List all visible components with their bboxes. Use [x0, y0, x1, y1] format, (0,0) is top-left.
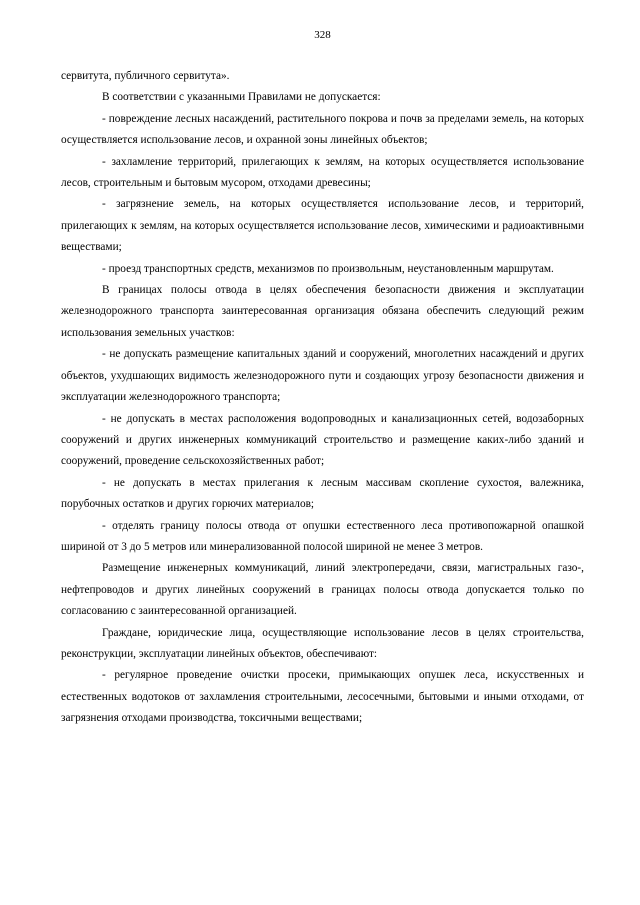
list-item: - не допускать размещение капитальных зданий и сооружений, многолетних насаждений и других объектов, ухудшающих видимость железнодорожного пути и создающих угрозу безопасности движения и эксплуатации железнодорожного транспорта;	[61, 348, 584, 404]
list-item: - захламление территорий, прилегающих к землям, на которых осуществляется использование лесов, строительным и бытовым мусором, отходами древесины;	[61, 155, 584, 190]
list-item: - загрязнение земель, на которых осуществляется использование лесов, и территорий, прилегающих к землям, на которых осуществляется использование лесов, химическими и радиоактивными веществами;	[61, 198, 584, 254]
paragraph-continuation: сервитута, публичного сервитута».	[61, 70, 230, 82]
paragraph: В соответствии с указанными Правилами не допускается:	[102, 91, 381, 104]
paragraph: Размещение инженерных коммуникаций, линий электропередачи, связи, магистральных газо-, нефтепроводов и других линейных сооружений в границах полосы отвода допускается только по согласованию с заинтересованной организацией.	[61, 562, 584, 618]
list-item: - проезд транспортных средств, механизмов по произвольным, неустановленным маршрутам.	[102, 262, 554, 275]
list-item: - отделять границу полосы отвода от опушки естественного леса противопожарной опашкой шириной от 3 до 5 метров или минерализованной полосой шириной не менее 3 метров.	[61, 519, 584, 553]
document-body	[61, 66, 584, 730]
paragraph: В границах полосы отвода в целях обеспечения безопасности движения и эксплуатации железнодорожного транспорта заинтересованная организация обязана обеспечить следующий режим использования земельных участков:	[61, 284, 584, 339]
page-number: 328	[314, 29, 331, 41]
paragraph: Граждане, юридические лица, осуществляющие использование лесов в целях строительства, реконструкции, эксплуатации линейных объектов, обеспечивают:	[61, 626, 584, 660]
list-item: - повреждение лесных насаждений, растительного покрова и почв за пределами земель, на которых осуществляется использование лесов, и охранной зоны линейных объектов;	[61, 112, 584, 147]
list-item: - регулярное проведение очистки просеки, примыкающих опушек леса, искусственных и естественных водотоков от захламления строительными, лесосечными, бытовыми и иными отходами, от загрязнения отходами производства, токсичными веществами;	[61, 669, 584, 725]
list-item: - не допускать в местах расположения водопроводных и канализационных сетей, водозаборных сооружений и других инженерных коммуникаций строительство и размещение каких-либо зданий и сооружений, проведение сельскохозяйственных работ;	[61, 412, 584, 468]
list-item: - не допускать в местах прилегания к лесным массивам скопление сухостоя, валежника, порубочных остатков и других горючих материалов;	[61, 476, 584, 511]
